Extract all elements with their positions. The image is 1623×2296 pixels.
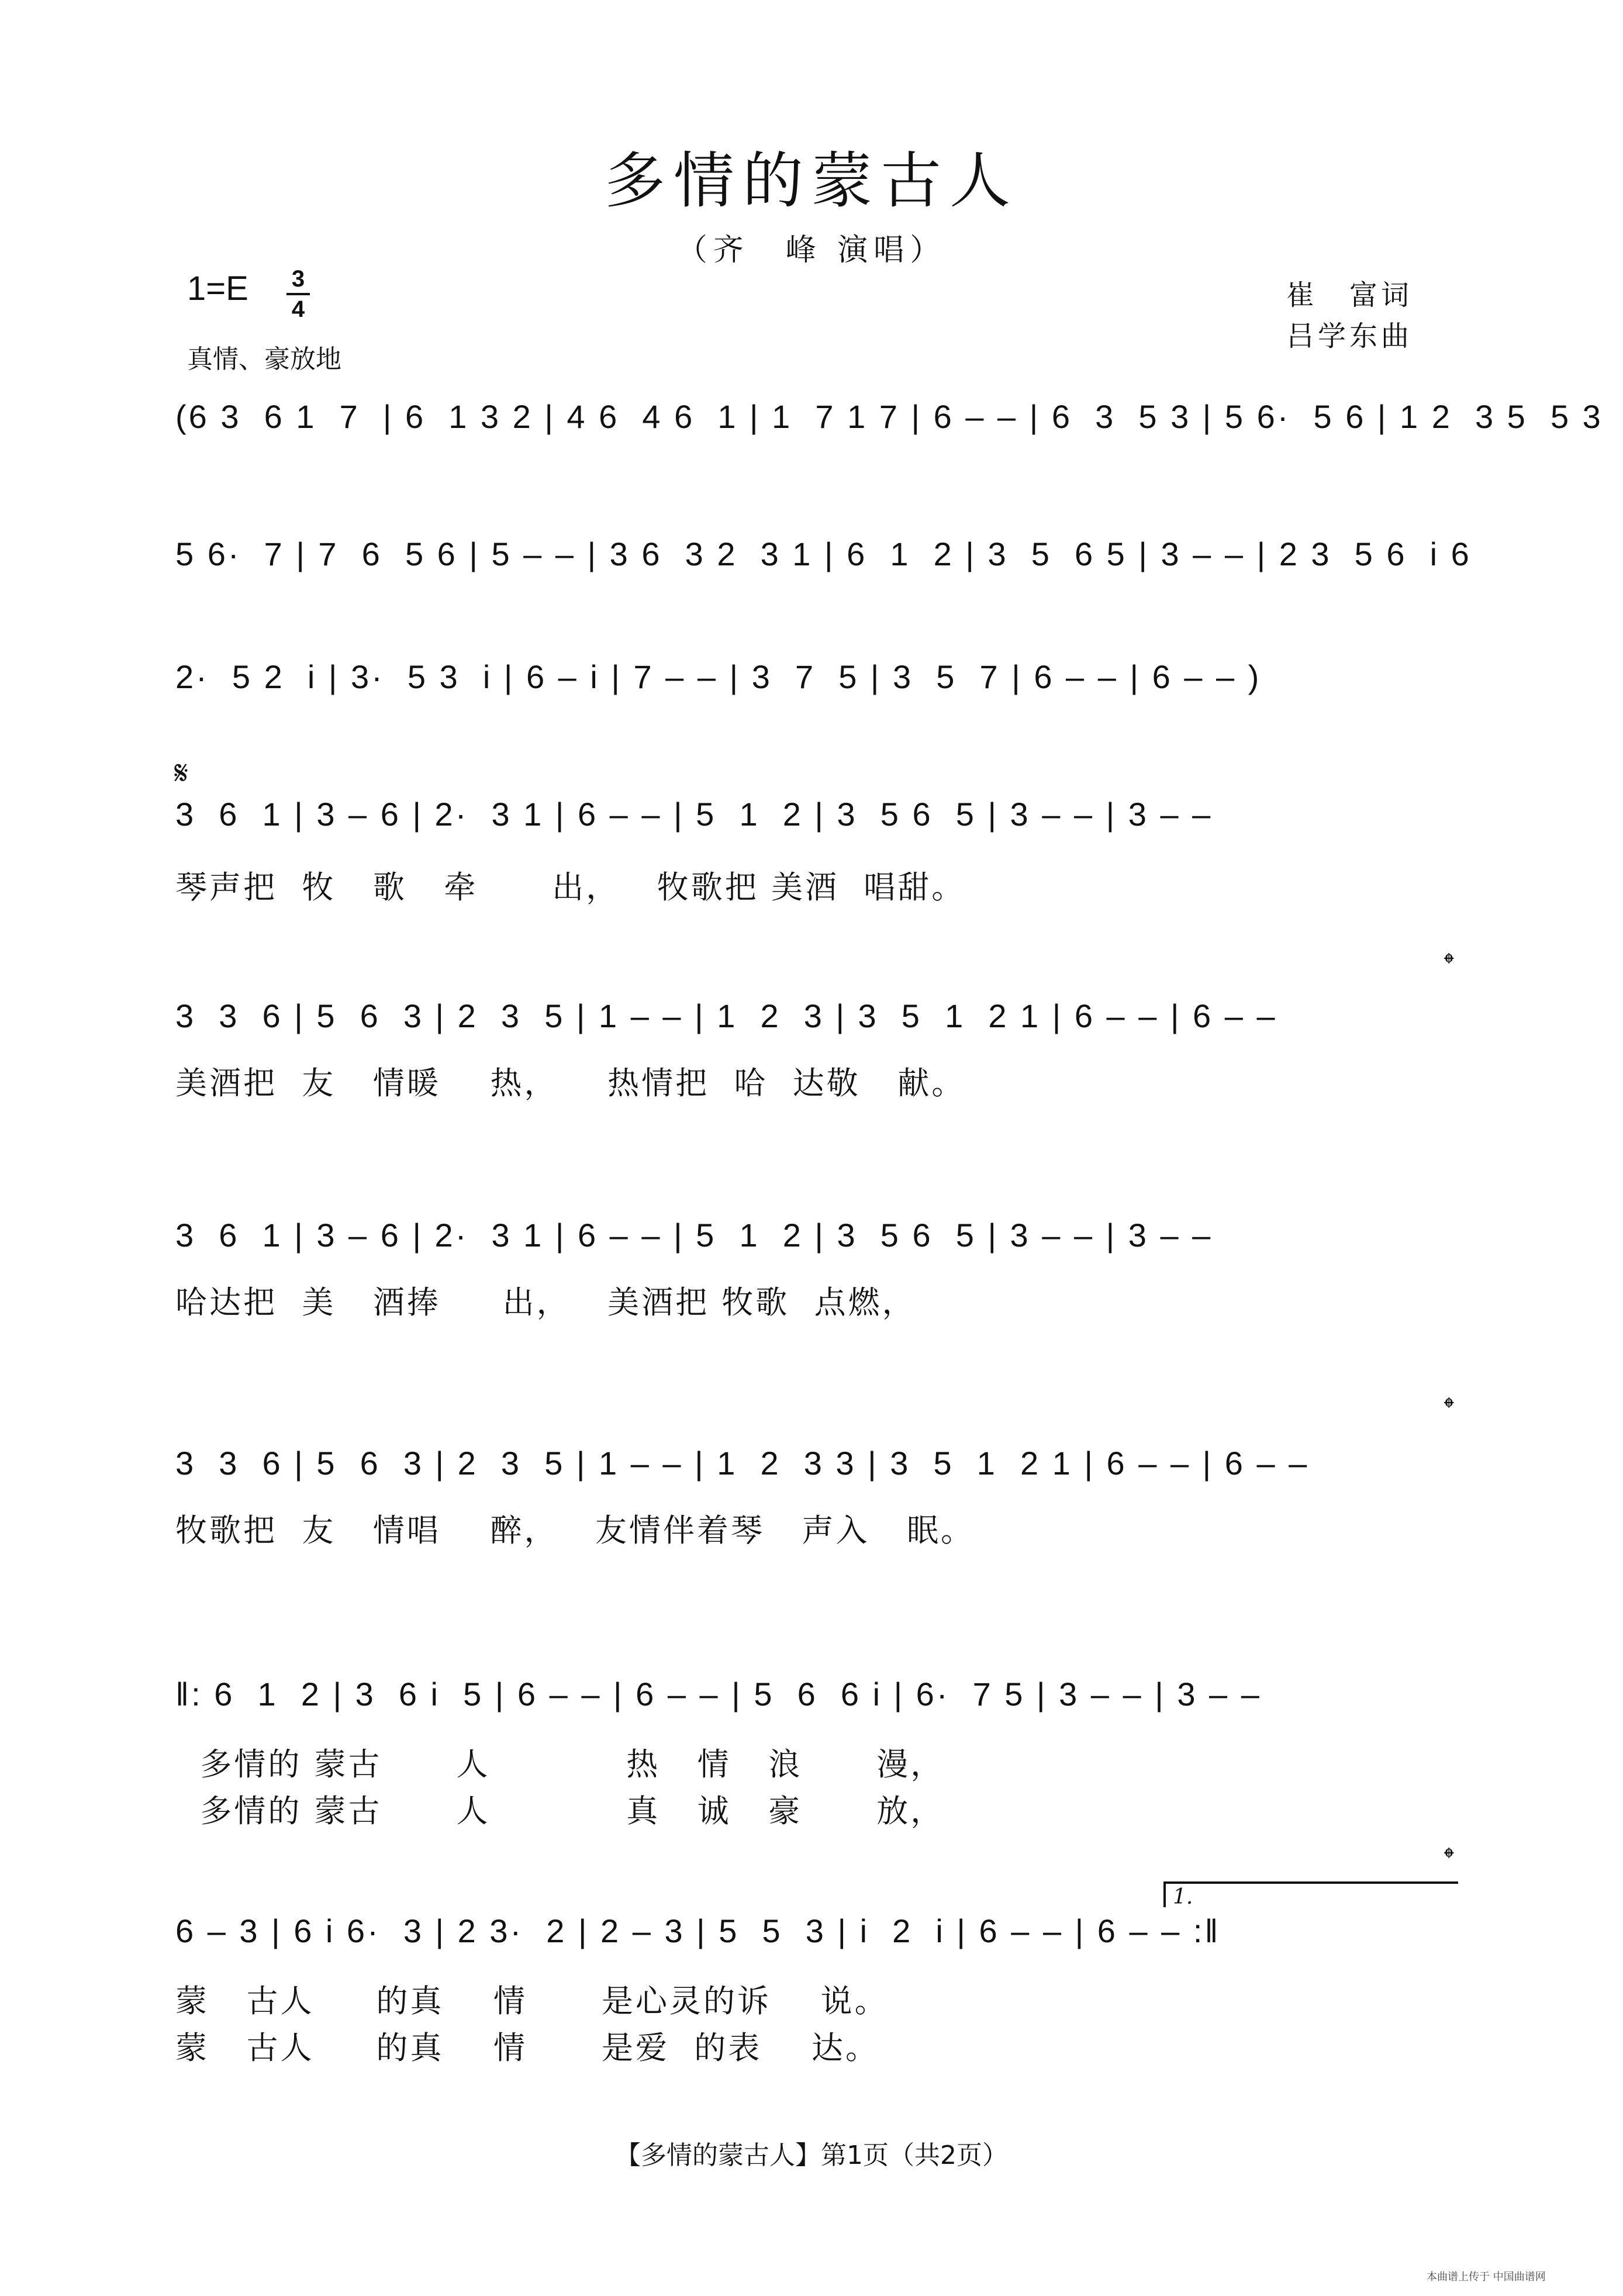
score-system-5: 3 3 6 | 5 6 3 | 2 3 5 | 1 – – | 1 2 3 | 3 5 1 2 1 | 6 – – | 6 – – xyxy=(175,997,1277,1034)
coda-icon-3: 𝄌 xyxy=(1444,1842,1454,1874)
coda-icon-2: 𝄌 xyxy=(1444,1392,1454,1424)
score-system-8: ‖: 6 1 2 | 3 6 i 5 | 6 – – | 6 – – | 5 6 6 i | 6· 7 5 | 3 – – | 3 – – xyxy=(175,1676,1262,1712)
score-system-1: (6 3 6 1 7 | 6 1 3 2 | 4 6 4 6 1 | 1 7 1 7 | 6 – – | 6 3 5 3 | 5 6· 5 6 | 1 2 3 5 5 3 xyxy=(175,398,1603,435)
lyrics-system-6: 哈达把 美 酒捧 出， 美酒把 牧歌 点燃， xyxy=(175,1284,916,1321)
lyrics-system-5: 美酒把 友 情暖 热， 热情把 哈 达敬 献。 xyxy=(175,1065,966,1102)
page-footer: 【多情的蒙古人】第1页（共2页） xyxy=(615,2140,1008,2170)
composer: 吕学东曲 xyxy=(1286,320,1413,353)
score-system-9: 6 – 3 | 6 i 6· 3 | 2 3· 2 | 2 – 3 | 5 5 3 | i 2 i | 6 – – | 6 – – :‖ xyxy=(175,1912,1221,1949)
performer-note: （齐 峰 演唱） xyxy=(676,233,947,268)
score-system-6: 3 6 1 | 3 – 6 | 2· 3 1 | 6 – – | 5 1 2 | 3 5 6 5 | 3 – – | 3 – – xyxy=(175,1217,1213,1254)
lyrics-system-4: 琴声把 牧 歌 牵 出， 牧歌把 美酒 唱甜。 xyxy=(175,869,966,906)
coda-icon-1: 𝄌 xyxy=(1444,947,1454,980)
watermark: 本曲谱上传于 中国曲谱网 xyxy=(1427,2271,1546,2283)
segno-icon: 𝄋 xyxy=(174,754,189,792)
time-signature-top: 3 xyxy=(291,266,305,292)
score-system-7: 3 3 6 | 5 6 3 | 2 3 5 | 1 – – | 1 2 3 3 | 3 5 1 2 1 | 6 – – | 6 – – xyxy=(175,1445,1310,1482)
time-signature-bottom: 4 xyxy=(291,296,305,322)
expression-mark: 真情、豪放地 xyxy=(187,344,341,374)
lyricist: 崔 富词 xyxy=(1286,279,1413,312)
credits xyxy=(1286,275,1413,357)
score-system-4: 3 6 1 | 3 – 6 | 2· 3 1 | 6 – – | 5 1 2 | 3 5 6 5 | 3 – – | 3 – – xyxy=(175,796,1213,833)
key-signature: 1=E xyxy=(187,270,248,308)
volta-label: 1. xyxy=(1173,1885,1193,1909)
lyrics-system-9-verse-2: 蒙 古人 的真 情 是爱 的表 达。 xyxy=(175,2029,879,2066)
score-system-2: 5 6· 7 | 7 6 5 6 | 5 – – | 3 6 3 2 3 1 | 6 1 2 | 3 5 6 5 | 3 – – | 2 3 5 6 i 6 xyxy=(175,536,1472,572)
lyrics-system-8-verse-1: 多情的 蒙古 人 热 情 浪 漫， xyxy=(175,1746,945,1783)
lyrics-system-9-verse-1: 蒙 古人 的真 情 是心灵的诉 说。 xyxy=(175,1983,889,2019)
lyrics-system-8-verse-2: 多情的 蒙古 人 真 诚 豪 放， xyxy=(175,1793,945,1829)
lyrics-system-7: 牧歌把 友 情唱 醉， 友情伴着琴 声入 眠。 xyxy=(175,1512,975,1549)
score-system-3: 2· 5 2 i | 3· 5 3 i | 6 – i | 7 – – | 3 7 5 | 3 5 7 | 6 – – | 6 – – ) xyxy=(175,658,1262,695)
time-signature xyxy=(286,266,310,322)
volta-bracket xyxy=(1163,1881,1458,1907)
song-title: 多情的蒙古人 xyxy=(604,145,1018,216)
